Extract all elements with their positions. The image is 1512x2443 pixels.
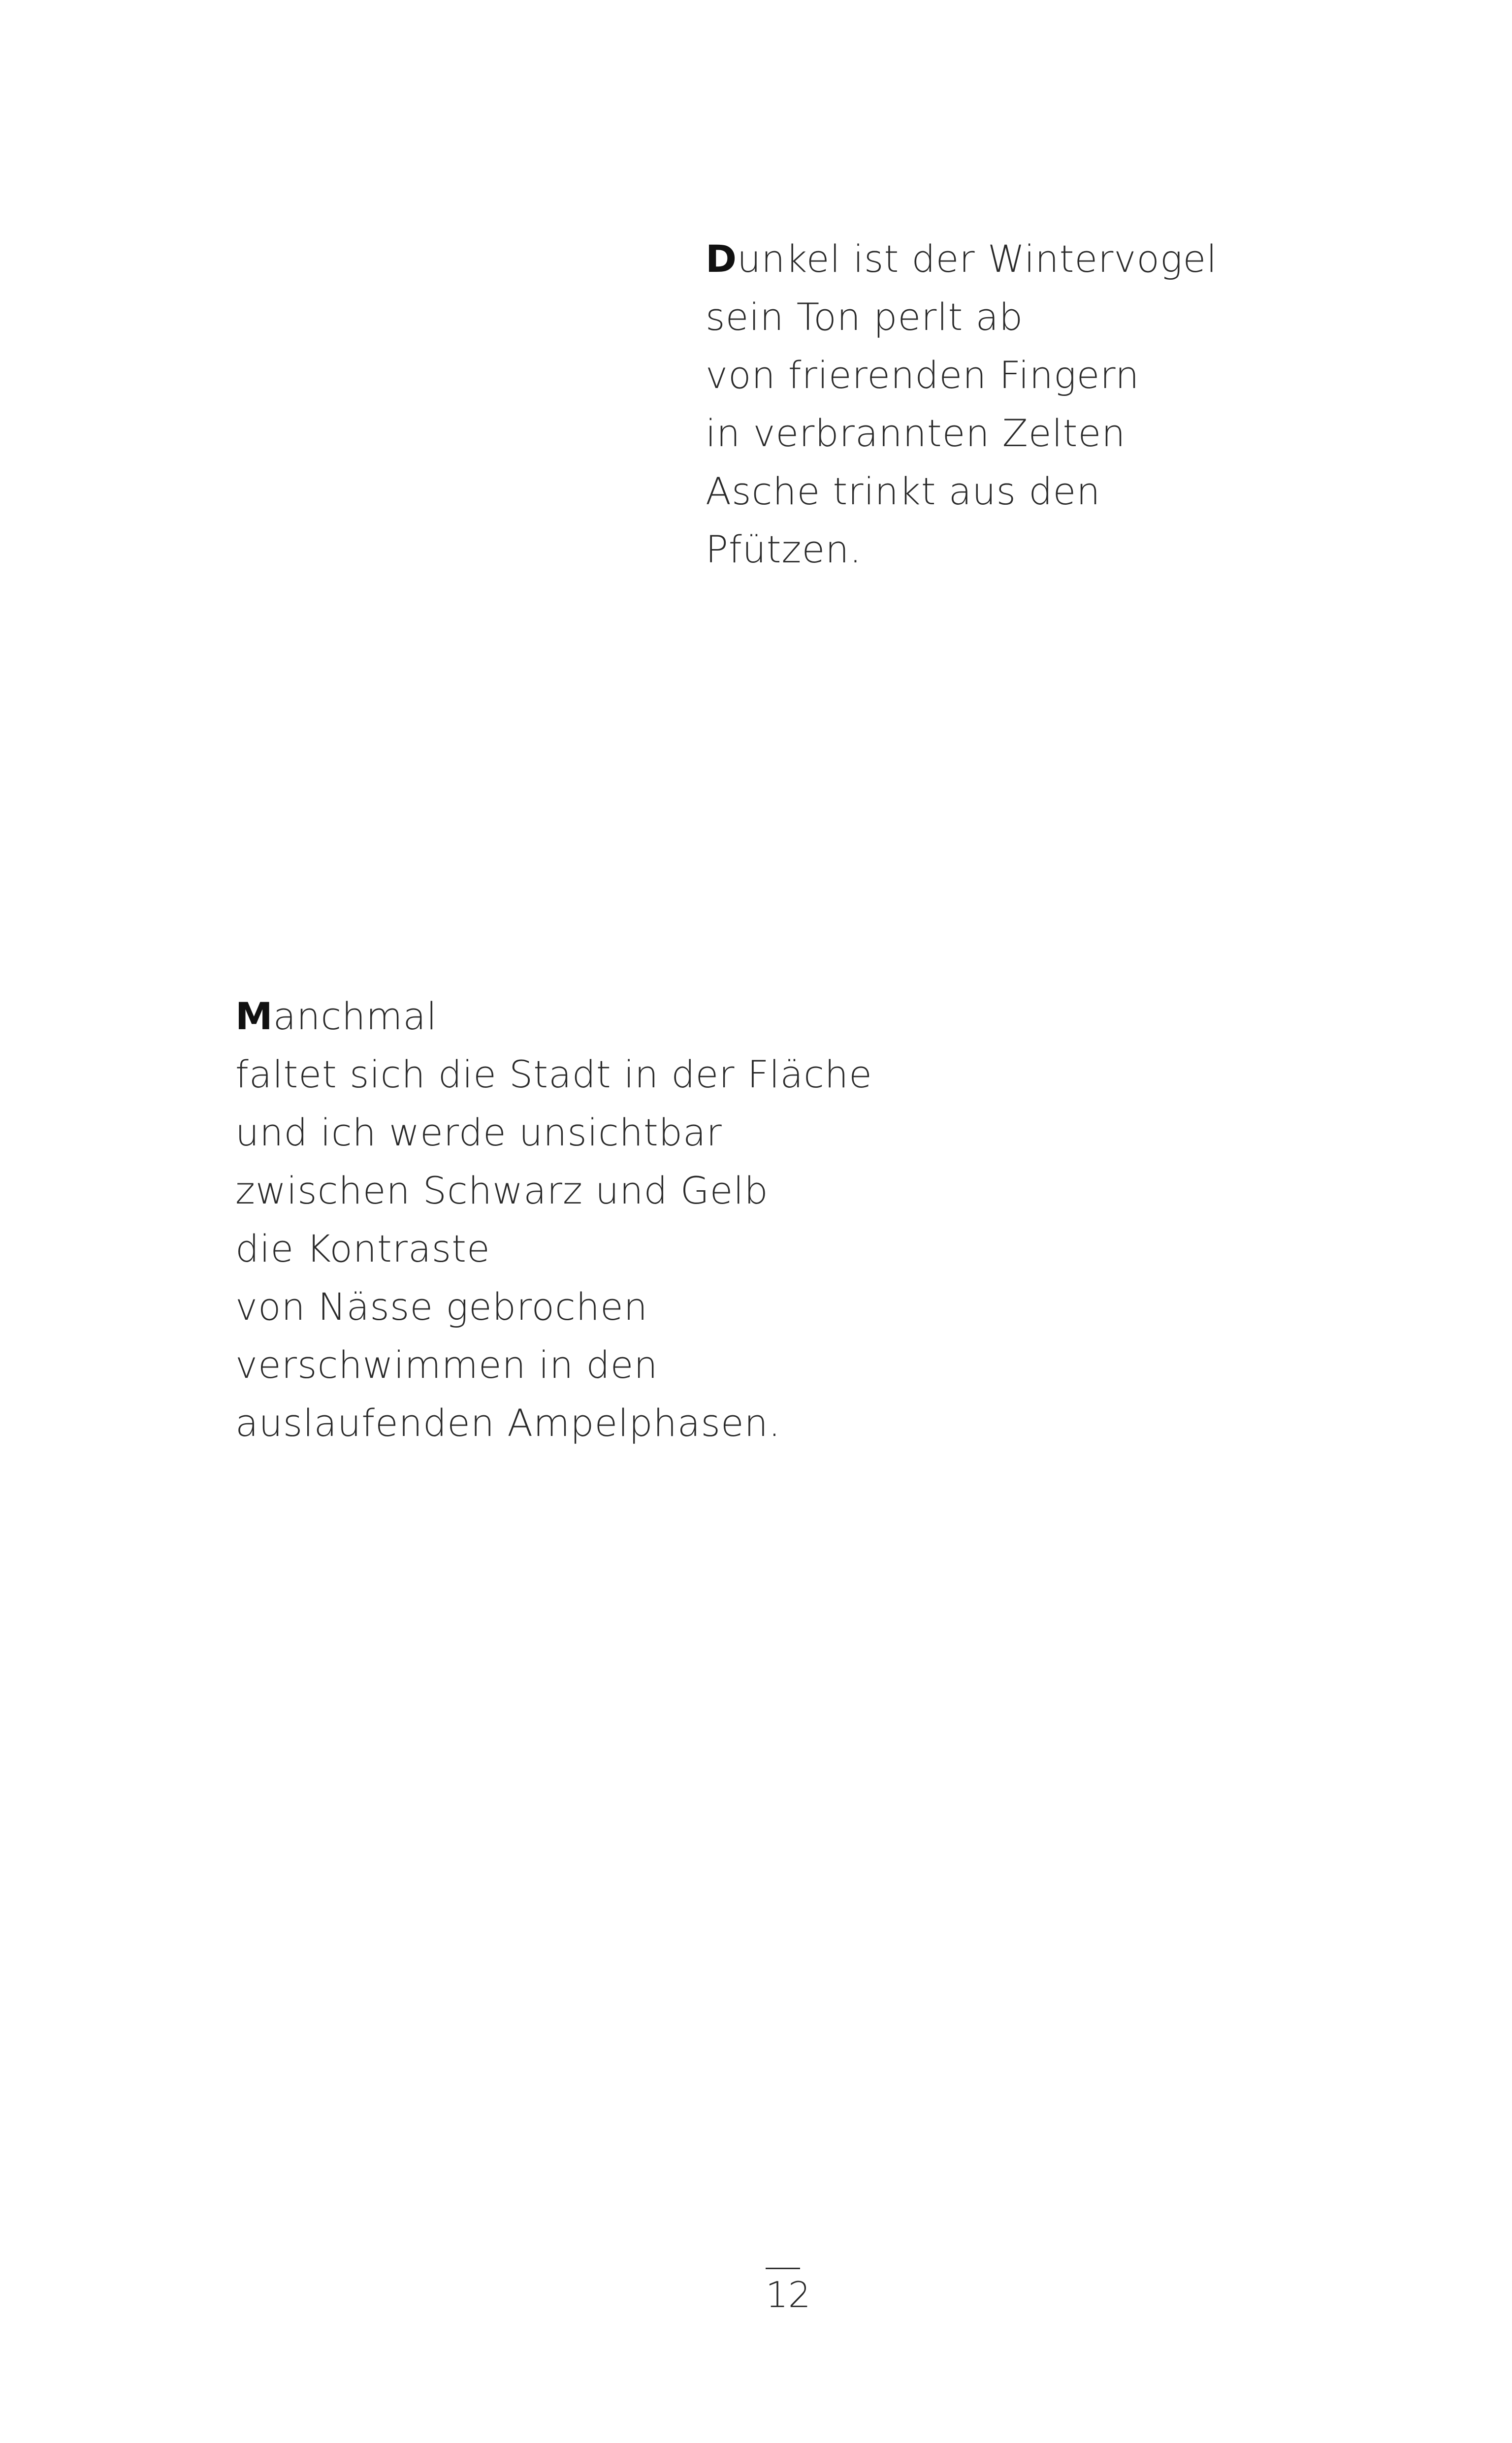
poem-line: die Kontraste xyxy=(235,1227,490,1270)
poem-line-text: unkel ist der Wintervogel xyxy=(737,237,1218,281)
poem-line: in verbrannten Zelten xyxy=(706,411,1126,455)
poem-line xyxy=(706,230,1217,288)
page-number-rule xyxy=(766,2268,800,2269)
poem-line: Asche trinkt aus den xyxy=(706,469,1101,513)
poem-line: verschwimmen in den xyxy=(235,1343,658,1387)
poem-line: sein Ton perlt ab xyxy=(706,295,1024,339)
page-number: 12 xyxy=(766,2274,811,2315)
poem-line xyxy=(235,987,872,1045)
poem-city-fold xyxy=(235,987,872,1452)
page-footer xyxy=(766,2268,811,2315)
poem-line: faltet sich die Stadt in der Fläche xyxy=(235,1052,872,1096)
poem-line-text: anchmal xyxy=(273,994,438,1038)
poem-line: von Nässe gebrochen xyxy=(235,1285,648,1329)
drop-initial: M xyxy=(235,994,273,1038)
poem-line: zwischen Schwarz und Gelb xyxy=(235,1169,769,1212)
poem-winter-bird xyxy=(706,230,1217,579)
poem-line: Pfützen. xyxy=(706,527,862,571)
poem-line: auslaufenden Ampelphasen. xyxy=(235,1401,781,1445)
poem-line: von frierenden Fingern xyxy=(706,353,1140,397)
drop-initial: D xyxy=(706,237,738,281)
poem-line: und ich werde unsichtbar xyxy=(235,1110,722,1154)
